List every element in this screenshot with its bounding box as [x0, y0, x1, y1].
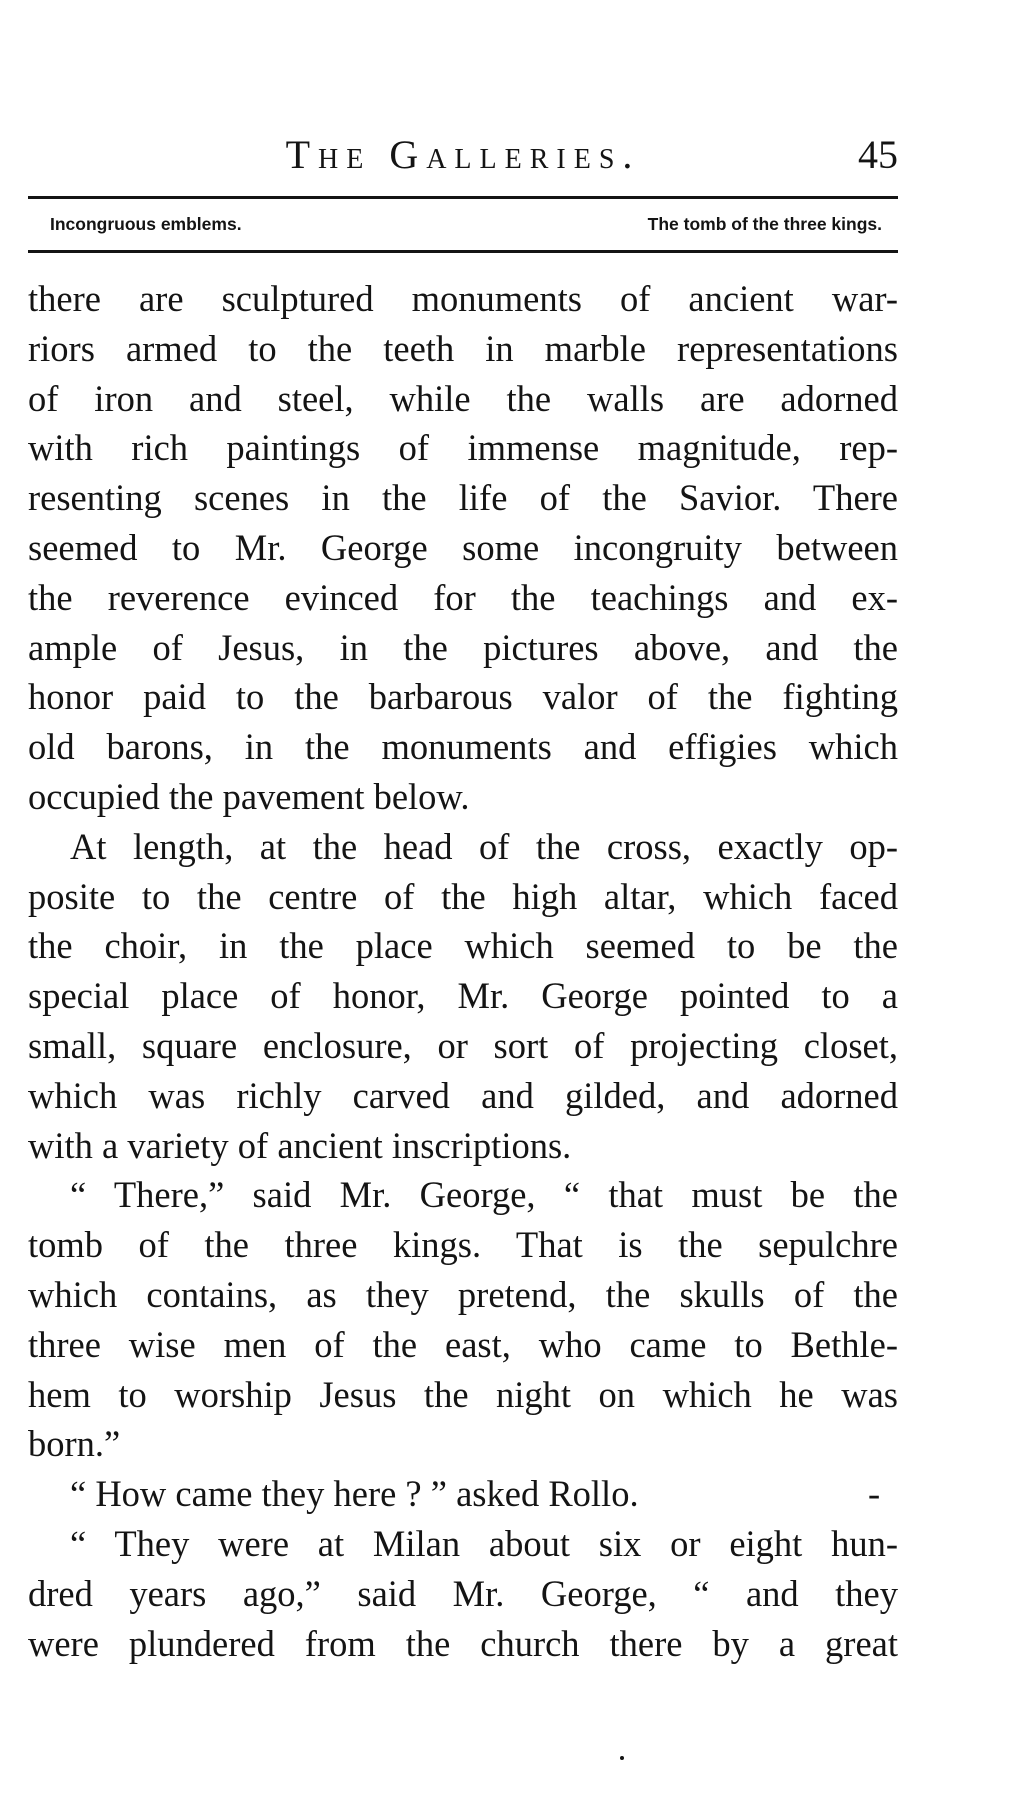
text-line: which contains, as they pretend, the skulls of the: [28, 1273, 898, 1315]
text-line: posite to the centre of the high altar, which faced: [28, 875, 898, 917]
running-title: The Galleries.: [285, 132, 641, 177]
text-line: hem to worship Jesus the night on which he was: [28, 1373, 898, 1415]
header-rule-bottom: [28, 250, 898, 253]
text-line: which was richly carved and gilded, and adorned: [28, 1074, 898, 1116]
text-line: At length, at the head of the cross, exactly op-: [70, 825, 898, 867]
text-line: the reverence evinced for the teachings and ex-: [28, 576, 898, 618]
page-number: 45: [858, 132, 898, 177]
text-line: the choir, in the place which seemed to be the: [28, 925, 898, 967]
text-line: honor paid to the barbarous valor of the fighting: [28, 676, 898, 718]
side-note-right: The tomb of the three kings.: [647, 214, 882, 234]
body-text: [28, 274, 898, 1668]
side-notes: [50, 204, 882, 244]
stray-mark: -: [868, 1473, 881, 1515]
text-line: of iron and steel, while the walls are adorned: [28, 377, 898, 419]
text-line: tomb of the three kings. That is the sepulchre: [28, 1224, 898, 1266]
text-line: small, square enclosure, or sort of projecting closet,: [28, 1024, 898, 1066]
text-line: resenting scenes in the life of the Savior. There: [28, 477, 898, 519]
side-note-left: Incongruous emblems.: [50, 214, 242, 234]
text-line: with a variety of ancient inscriptions.: [28, 1124, 572, 1166]
text-line: “ There,” said Mr. George, “ that must be the: [70, 1174, 898, 1216]
text-line: with rich paintings of immense magnitude, rep-: [28, 427, 898, 469]
text-line: dred years ago,” said Mr. George, “ and they: [28, 1572, 898, 1614]
header-rule-top: [28, 196, 898, 199]
stray-dot: [620, 1756, 624, 1760]
text-line: three wise men of the east, who came to Bethle-: [28, 1323, 898, 1365]
text-line: old barons, in the monuments and effigies which: [28, 726, 898, 768]
text-line: there are sculptured monuments of ancient war-: [28, 278, 898, 319]
text-line: riors armed to the teeth in marble representations: [28, 327, 898, 369]
text-line: were plundered from the church there by a great: [28, 1622, 898, 1664]
text-line: special place of honor, Mr. George pointed to a: [28, 975, 898, 1017]
text-line: occupied the pavement below.: [28, 775, 470, 817]
text-line: “ They were at Milan about six or eight hun-: [70, 1522, 898, 1564]
text-line-with-stray-mark: [28, 1469, 898, 1519]
text-line: seemed to Mr. George some incongruity between: [28, 526, 898, 568]
text-line: “ How came they here ? ” asked Rollo.: [70, 1473, 639, 1515]
running-head: [28, 130, 898, 180]
text-line: born.”: [28, 1423, 121, 1465]
text-line: ample of Jesus, in the pictures above, and the: [28, 626, 898, 668]
